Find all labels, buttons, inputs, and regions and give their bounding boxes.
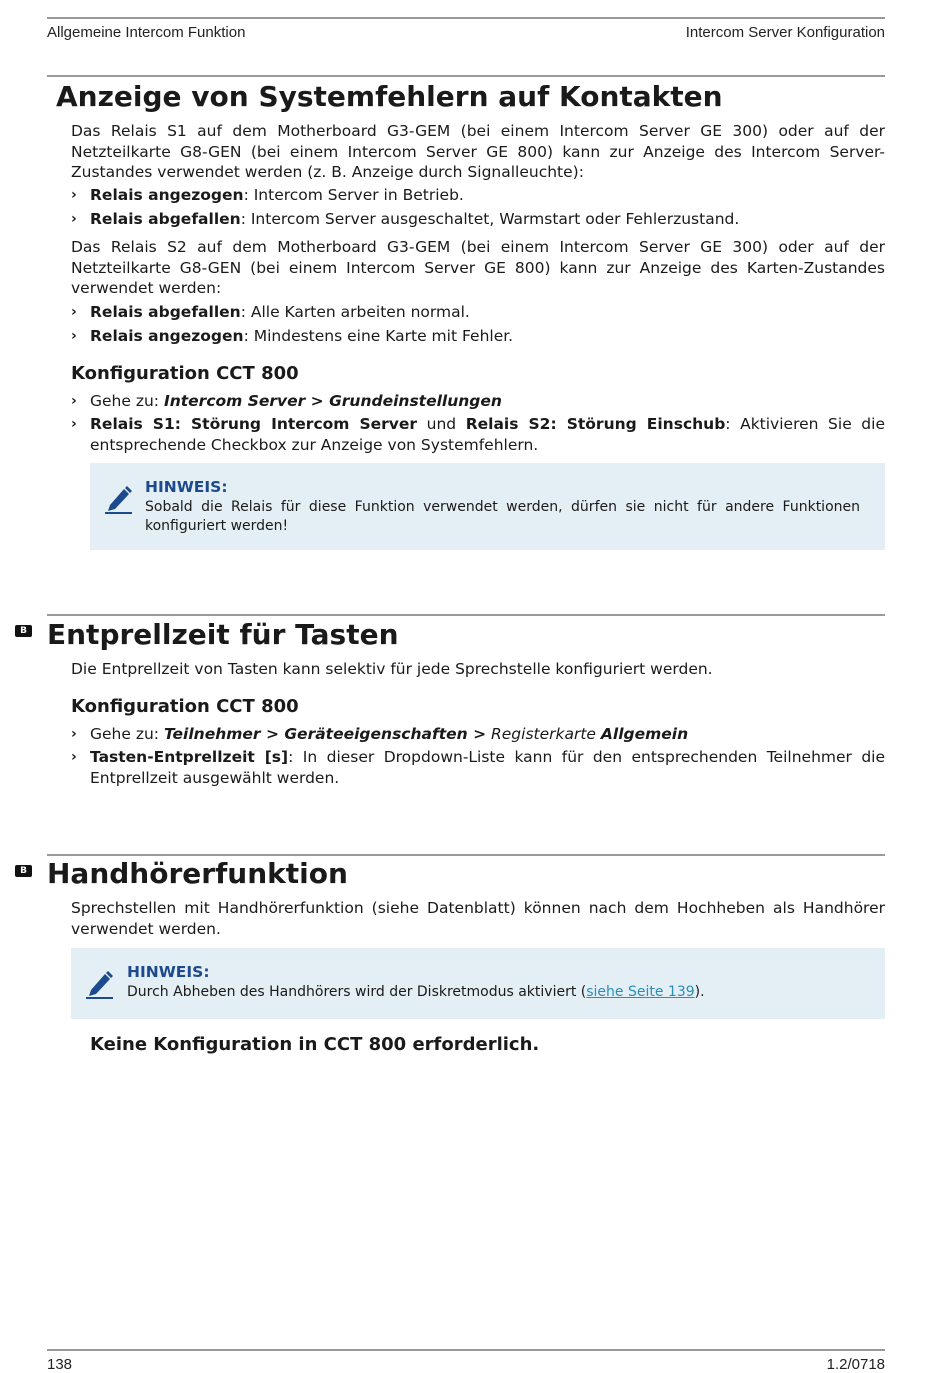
page-link[interactable]: siehe Seite 139	[586, 984, 695, 1000]
doc-version: 1.2/0718	[826, 1356, 885, 1373]
section-badge: B	[15, 865, 32, 877]
bullet-bold: Relais angezogen	[90, 186, 244, 204]
section1-rule	[47, 75, 885, 77]
note-text: Sobald die Relais für diese Funktion verwendet werden, dürfen sie nicht für andere Funktionen konfiguriert werden!	[145, 499, 860, 534]
header-top-rule	[47, 17, 885, 19]
section1-bullet-4	[71, 326, 885, 347]
chevron-right-icon: ›	[71, 749, 77, 765]
note-box-2	[71, 948, 885, 1019]
menu-path: Teilnehmer > Geräteeigenschaften >	[163, 725, 487, 743]
bullet-text: : Alle Karten arbeiten normal.	[240, 303, 470, 321]
section1-step-1	[71, 391, 885, 412]
chevron-right-icon: ›	[71, 304, 77, 320]
section2-step-2	[71, 747, 885, 788]
note-text-after: ).	[694, 984, 705, 1000]
section1-step-2	[71, 414, 885, 455]
setting-relais-s1: Relais S1: Störung Intercom Server	[90, 415, 418, 433]
tab-label: Registerkarte	[486, 725, 601, 743]
step-prefix: Gehe zu:	[90, 392, 164, 410]
section2-step-1	[71, 724, 885, 745]
chevron-right-icon: ›	[71, 211, 77, 227]
bullet-text: : Mindestens eine Karte mit Fehler.	[243, 327, 514, 345]
header-chapter: Allgemeine Intercom Funktion	[47, 24, 246, 41]
chevron-right-icon: ›	[71, 726, 77, 742]
bullet-bold: Relais abgefallen	[90, 210, 241, 228]
footer-rule	[47, 1349, 885, 1351]
section2-title: Entprellzeit für Tasten	[47, 618, 399, 651]
bullet-text: : Intercom Server ausgeschaltet, Warmstart oder Fehlerzustand.	[240, 210, 740, 228]
pencil-icon	[85, 968, 115, 1000]
step-text: : In dieser Dropdown-Liste kann für den entsprechenden Teilnehmer die Entprellzeit ausgewählt werden.	[90, 748, 886, 787]
section1-title: Anzeige von Systemfehlern auf Kontakten	[56, 80, 723, 113]
section3-closing: Keine Konfiguration in CCT 800 erforderlich.	[90, 1034, 540, 1055]
section1-intro: Das Relais S1 auf dem Motherboard G3-GEM (bei einem Intercom Server GE 300) oder auf der Netzteilkarte G8-GEN (bei einem Intercom Server GE 800) kann zur Anzeige des Intercom Server-Zustandes verwendet werden (z. B. Anzeige durch Signalleuchte):	[71, 122, 885, 181]
note-text-before: Durch Abheben des Handhörers wird der Diskretmodus aktiviert (	[127, 984, 587, 1000]
section2-config-title: Konfiguration CCT 800	[71, 696, 299, 717]
section1-config-title: Konfiguration CCT 800	[71, 363, 299, 384]
note-title: HINWEIS:	[145, 478, 228, 496]
chevron-right-icon: ›	[71, 393, 77, 409]
chevron-right-icon: ›	[71, 328, 77, 344]
section3-title: Handhörerfunktion	[47, 857, 348, 890]
step-prefix: Gehe zu:	[90, 725, 164, 743]
section1-bullet-2	[71, 209, 885, 230]
section2-rule	[47, 614, 885, 616]
section1-bullet-1	[71, 185, 885, 206]
bullet-bold: Relais angezogen	[90, 327, 244, 345]
setting-relais-s2: Relais S2: Störung Einschub	[465, 415, 726, 433]
chevron-right-icon: ›	[71, 416, 77, 432]
section1-bullet-3	[71, 302, 885, 323]
step-connector: und	[417, 415, 466, 433]
pencil-icon	[104, 483, 134, 515]
note-title: HINWEIS:	[127, 963, 210, 981]
note-text	[127, 983, 867, 1002]
note-box-1	[90, 463, 885, 550]
header-section: Intercom Server Konfiguration	[685, 24, 885, 41]
step-text: : Aktivieren Sie die entsprechende Checkbox zur Anzeige von Systemfehlern.	[90, 415, 885, 454]
bullet-text: : Intercom Server in Betrieb.	[243, 186, 464, 204]
menu-path: Intercom Server > Grundeinstellungen	[163, 392, 502, 410]
section2-intro: Die Entprellzeit von Tasten kann selektiv für jede Sprechstelle konfiguriert werden.	[71, 660, 713, 678]
page-number: 138	[47, 1356, 73, 1373]
section-badge: B	[15, 625, 32, 637]
tab-name: Allgemein	[600, 725, 689, 743]
section3-intro: Sprechstellen mit Handhörerfunktion (siehe Datenblatt) können nach dem Hochheben als Handhörer verwendet werden.	[71, 899, 885, 938]
section3-rule	[47, 854, 885, 856]
chevron-right-icon: ›	[71, 187, 77, 203]
bullet-bold: Relais abgefallen	[90, 303, 241, 321]
section1-intro2: Das Relais S2 auf dem Motherboard G3-GEM (bei einem Intercom Server GE 300) oder auf der Netzteilkarte G8-GEN (bei einem Intercom Server GE 800) kann zur Anzeige des Karten-Zustandes verwendet werden:	[71, 238, 885, 297]
setting-debounce: Tasten-Entprellzeit [s]	[90, 748, 289, 766]
